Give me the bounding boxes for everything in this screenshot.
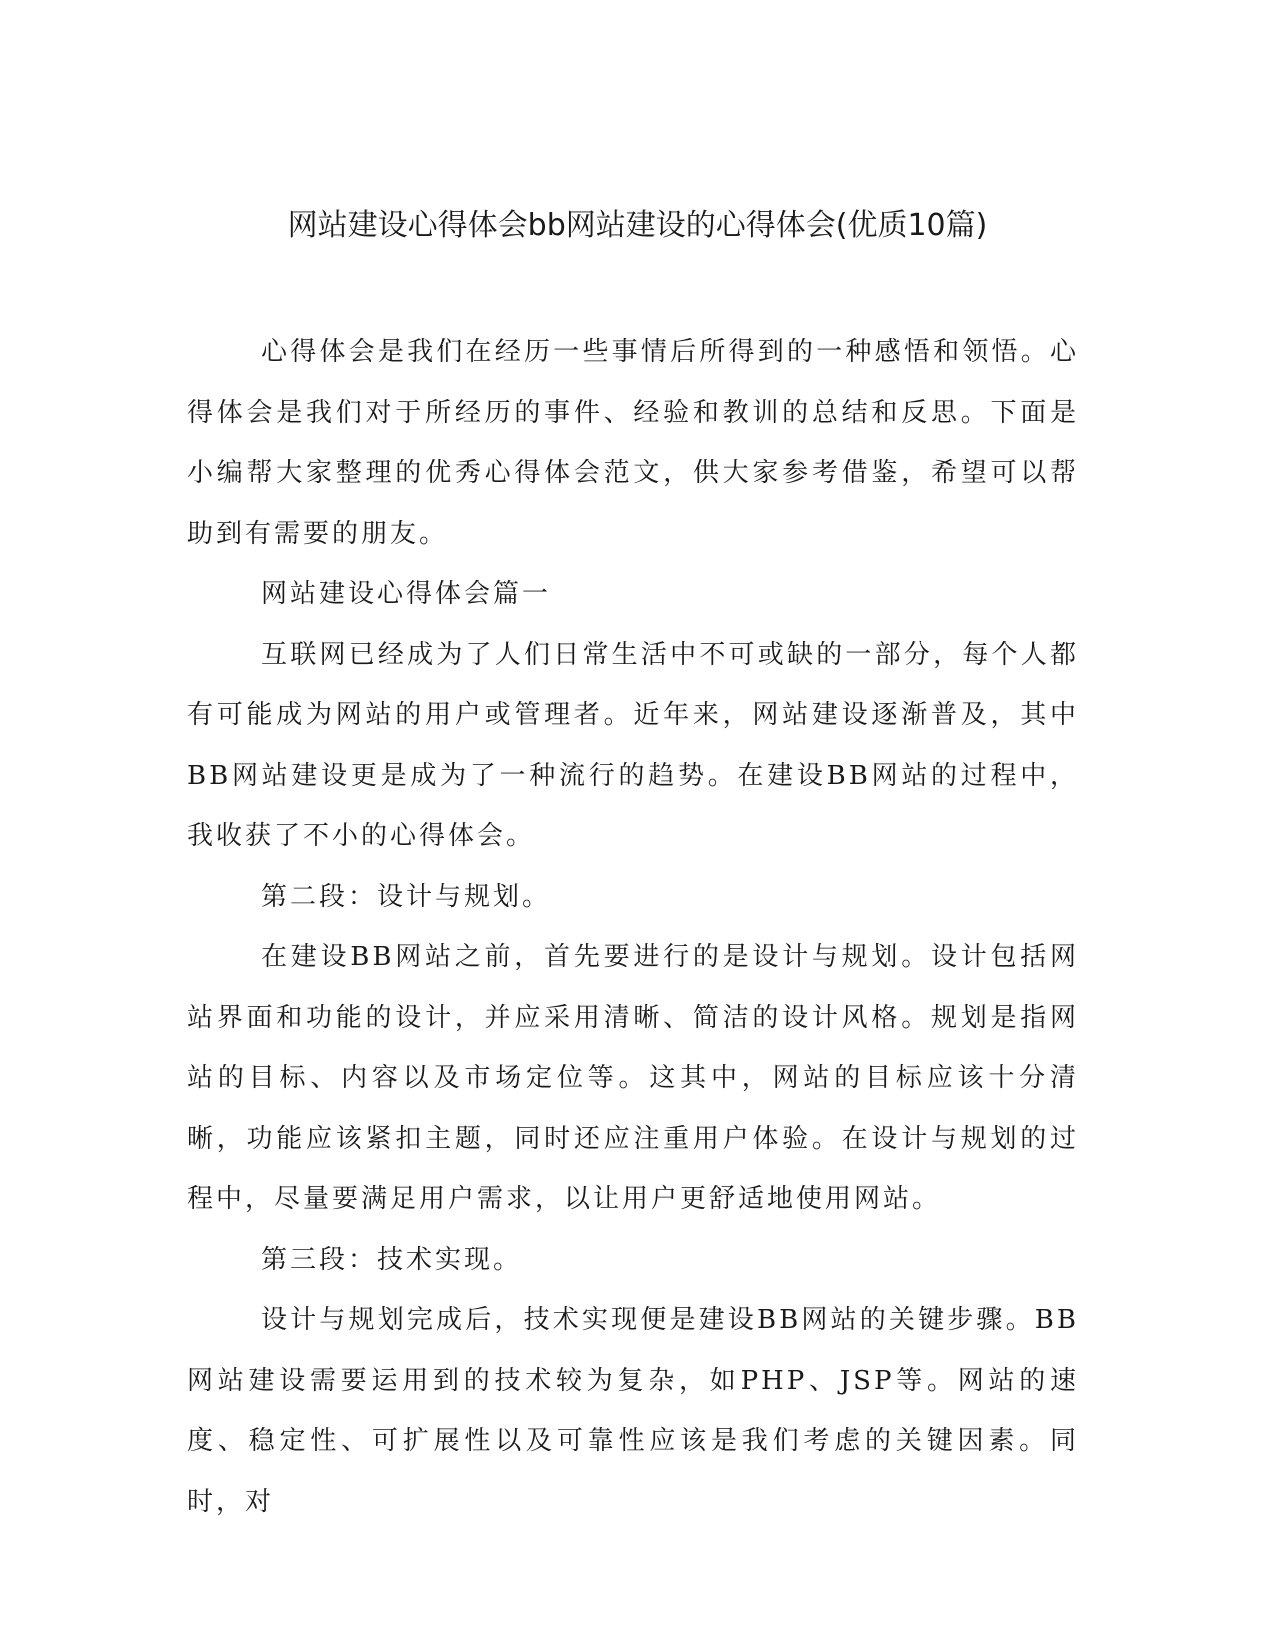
paragraph-design: 在建设BB网站之前，首先要进行的是设计与规划。设计包括网站界面和功能的设计，并应采用清晰、简洁的设计风格。规划是指网站的目标、内容以及市场定位等。这其中，网站的目标应该十分清晰，功能应该紧扣主题，同时还应注重用户体验。在设计与规划的过程中，尽量要满足用户需求，以让用户更舒适地使用网站。 [187,942,1079,1214]
document-body [187,322,1079,1532]
section-heading-tech: 第三段：技术实现。 [261,1244,523,1275]
paragraph-internet: 互联网已经成为了人们日常生活中不可或缺的一部分，每个人都有可能成为网站的用户或管理者。近年来，网站建设逐渐普及，其中BB网站建设更是成为了一种流行的趋势。在建设BB网站的过程中，我收获了不小的心得体会。 [187,639,1079,851]
document-title: 网站建设心得体会bb网站建设的心得体会(优质10篇) [287,208,988,243]
section-heading-part-one: 网站建设心得体会篇一 [261,579,552,609]
section-heading-design: 第二段：设计与规划。 [261,881,552,912]
paragraph-tech: 设计与规划完成后，技术实现便是建设BB网站的关键步骤。BB网站建设需要运用到的技术较为复杂，如PHP、JSP等。网站的速度、稳定性、可扩展性以及可靠性应该是我们考虑的关键因素。同时，对 [187,1305,1079,1517]
intro-paragraph: 心得体会是我们在经历一些事情后所得到的一种感悟和领悟。心得体会是我们对于所经历的事件、经验和教训的总结和反思。下面是小编帮大家整理的优秀心得体会范文，供大家参考借鉴，希望可以帮助到有需要的朋友。 [187,337,1079,549]
